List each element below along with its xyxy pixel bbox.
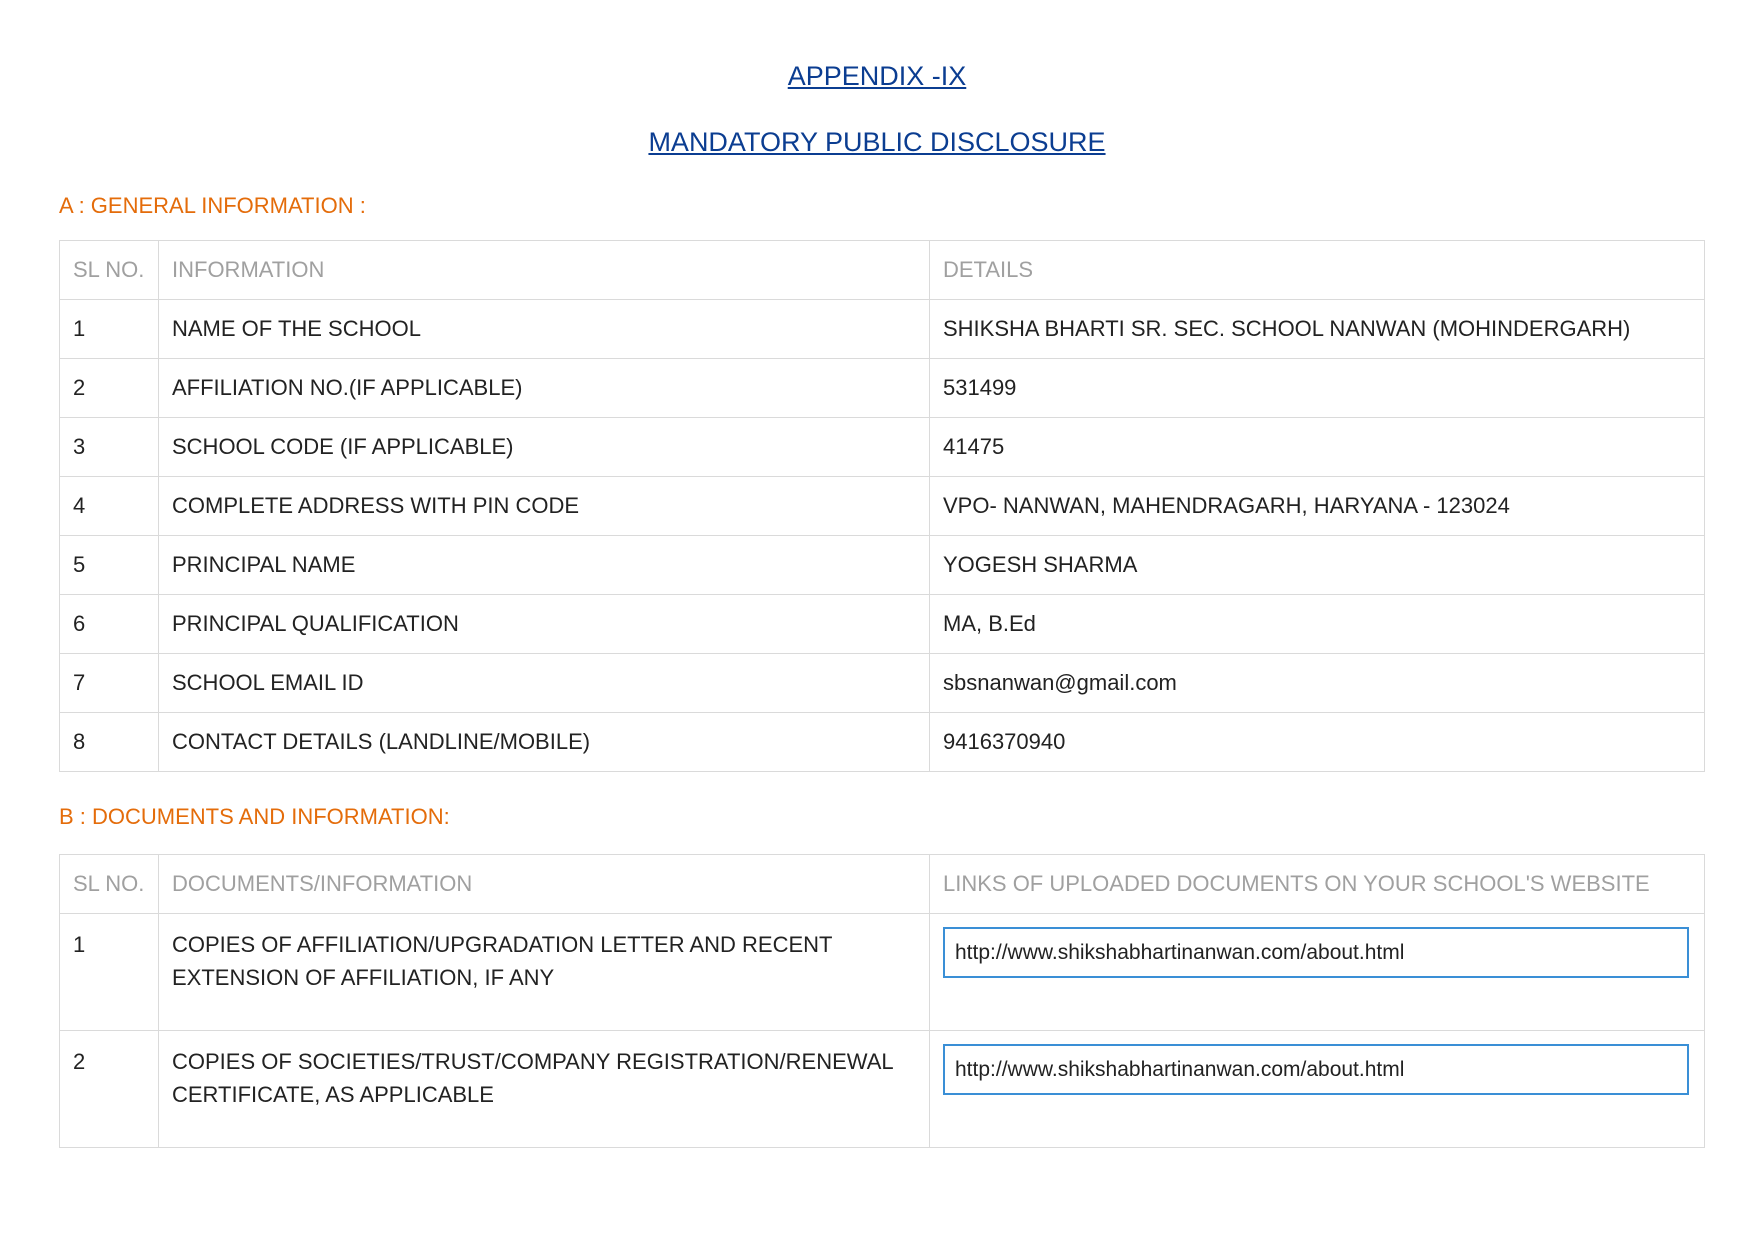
information-cell: PRINCIPAL NAME	[159, 536, 930, 595]
table-row	[60, 300, 1705, 359]
link-cell	[930, 1031, 1705, 1148]
column-header-documents: DOCUMENTS/INFORMATION	[159, 855, 930, 914]
sl-cell: 4	[60, 477, 159, 536]
general-information-heading: A : GENERAL INFORMATION :	[59, 193, 366, 218]
table-row	[60, 536, 1705, 595]
details-cell: 9416370940	[930, 713, 1705, 772]
document-link-field[interactable]: http://www.shikshabhartinanwan.com/about.html	[943, 927, 1689, 978]
sl-cell: 5	[60, 536, 159, 595]
details-cell: MA, B.Ed	[930, 595, 1705, 654]
column-header-links: LINKS OF UPLOADED DOCUMENTS ON YOUR SCHOOL'S WEBSITE	[930, 855, 1705, 914]
general-information-table	[59, 240, 1705, 772]
sl-cell: 2	[60, 1031, 159, 1148]
sl-cell: 8	[60, 713, 159, 772]
details-cell: VPO- NANWAN, MAHENDRAGARH, HARYANA - 123024	[930, 477, 1705, 536]
details-cell: 531499	[930, 359, 1705, 418]
details-cell: SHIKSHA BHARTI SR. SEC. SCHOOL NANWAN (MOHINDERGARH)	[930, 300, 1705, 359]
sl-cell: 1	[60, 914, 159, 1031]
information-cell: NAME OF THE SCHOOL	[159, 300, 930, 359]
information-cell: SCHOOL EMAIL ID	[159, 654, 930, 713]
column-header-sl: SL NO.	[60, 241, 159, 300]
table-row	[60, 418, 1705, 477]
sl-cell: 7	[60, 654, 159, 713]
table-row	[60, 359, 1705, 418]
information-cell: AFFILIATION NO.(IF APPLICABLE)	[159, 359, 930, 418]
document-cell: COPIES OF SOCIETIES/TRUST/COMPANY REGISTRATION/RENEWAL CERTIFICATE, AS APPLICABLE	[159, 1031, 930, 1148]
table-row	[60, 1031, 1705, 1148]
appendix-title: APPENDIX -IX	[787, 61, 967, 91]
table-row	[60, 595, 1705, 654]
document-cell: COPIES OF AFFILIATION/UPGRADATION LETTER AND RECENT EXTENSION OF AFFILIATION, IF ANY	[159, 914, 930, 1031]
table-row	[60, 713, 1705, 772]
documents-information-heading: B : DOCUMENTS AND INFORMATION:	[59, 804, 450, 829]
table-row	[60, 914, 1705, 1031]
details-cell: 41475	[930, 418, 1705, 477]
information-cell: SCHOOL CODE (IF APPLICABLE)	[159, 418, 930, 477]
information-cell: COMPLETE ADDRESS WITH PIN CODE	[159, 477, 930, 536]
sl-cell: 3	[60, 418, 159, 477]
table-header-row	[60, 855, 1705, 914]
sl-cell: 6	[60, 595, 159, 654]
table-row	[60, 477, 1705, 536]
table-row	[60, 654, 1705, 713]
disclosure-title: MANDATORY PUBLIC DISCLOSURE	[648, 127, 1106, 157]
table-header-row	[60, 241, 1705, 300]
information-cell: CONTACT DETAILS (LANDLINE/MOBILE)	[159, 713, 930, 772]
document-link-field[interactable]: http://www.shikshabhartinanwan.com/about.html	[943, 1044, 1689, 1095]
link-cell	[930, 914, 1705, 1031]
documents-information-table	[59, 854, 1705, 1148]
sl-cell: 1	[60, 300, 159, 359]
sl-cell: 2	[60, 359, 159, 418]
details-cell: YOGESH SHARMA	[930, 536, 1705, 595]
information-cell: PRINCIPAL QUALIFICATION	[159, 595, 930, 654]
details-cell: sbsnanwan@gmail.com	[930, 654, 1705, 713]
column-header-information: INFORMATION	[159, 241, 930, 300]
column-header-sl: SL NO.	[60, 855, 159, 914]
column-header-details: DETAILS	[930, 241, 1705, 300]
